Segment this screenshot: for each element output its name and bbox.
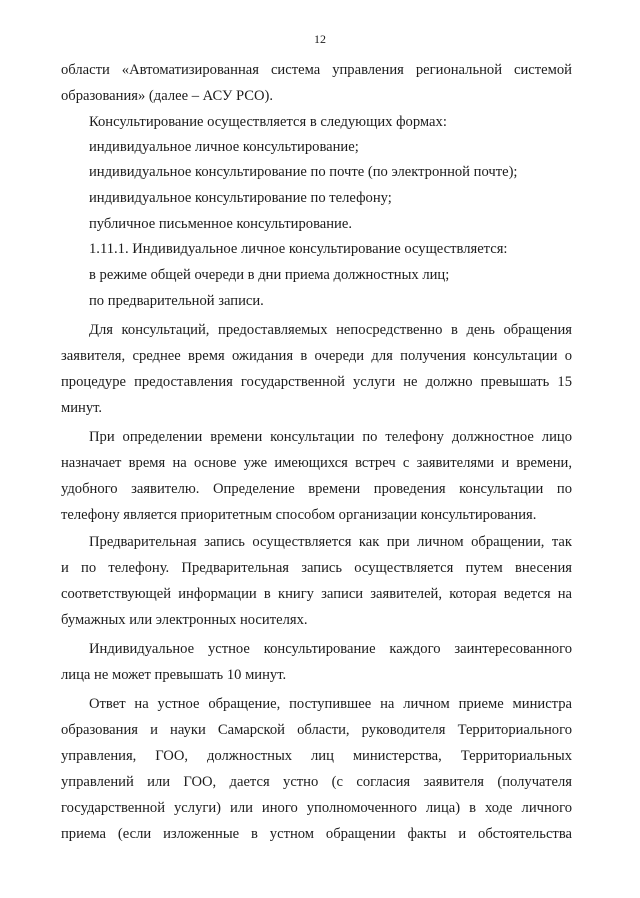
text-line: минут. — [61, 400, 103, 416]
text-line: заявителя, среднее время ожидания в очереди для получения консультации о — [61, 348, 572, 364]
text-line: образования и науки Самарской области, руководителя Территориального — [61, 722, 572, 738]
text-line: Предварительная запись осуществляется как при личном обращении, так — [89, 534, 572, 550]
text-line: индивидуальное консультирование по почте (по электронной почте); — [89, 164, 518, 180]
text-line: Ответ на устное обращение, поступившее на личном приеме министра — [89, 696, 572, 712]
text-line: назначает время на основе уже имеющихся встреч с заявителями и времени, — [61, 455, 572, 471]
text-line: управлений или ГОО, дается устно (с согласия заявителя (получателя — [61, 774, 572, 790]
text-line: Консультирование осуществляется в следующих формах: — [89, 114, 447, 130]
text-line: области «Автоматизированная система управления региональной системой — [61, 62, 572, 78]
text-line: 1.11.1. Индивидуальное личное консультирование осуществляется: — [89, 241, 508, 257]
text-line: Для консультаций, предоставляемых непосредственно в день обращения — [89, 322, 572, 338]
text-line: образования» (далее – АСУ РСО). — [61, 88, 274, 104]
page-number: 12 — [314, 32, 326, 46]
text-line: соответствующей информации в книгу записи заявителей, которая ведется на — [61, 586, 572, 602]
text-line: публичное письменное консультирование. — [89, 216, 352, 232]
text-line: Индивидуальное устное консультирование каждого заинтересованного — [89, 641, 572, 657]
text-line: процедуре предоставления государственной услуги не должно превышать 15 — [61, 374, 572, 390]
text-line: бумажных или электронных носителях. — [61, 612, 308, 628]
text-line: приема (если изложенные в устном обращении факты и обстоятельства — [61, 826, 572, 842]
text-line: государственной услуги) или иного уполномоченного лица) в ходе личного — [61, 800, 572, 816]
text-line: и по телефону. Предварительная запись осуществляется путем внесения — [61, 560, 572, 576]
text-line: индивидуальное личное консультирование; — [89, 139, 359, 155]
text-line: по предварительной записи. — [89, 293, 264, 309]
text-line: При определении времени консультации по телефону должностное лицо — [89, 429, 572, 445]
text-line: лица не может превышать 10 минут. — [61, 667, 287, 683]
text-line: удобного заявителю. Определение времени проведения консультации по — [61, 481, 572, 497]
text-line: в режиме общей очереди в дни приема должностных лиц; — [89, 267, 450, 283]
text-line: телефону является приоритетным способом организации консультирования. — [61, 507, 537, 523]
text-line: управления, ГОО, должностных лиц министерства, Территориальных — [61, 748, 572, 764]
text-line: индивидуальное консультирование по телефону; — [89, 190, 392, 206]
